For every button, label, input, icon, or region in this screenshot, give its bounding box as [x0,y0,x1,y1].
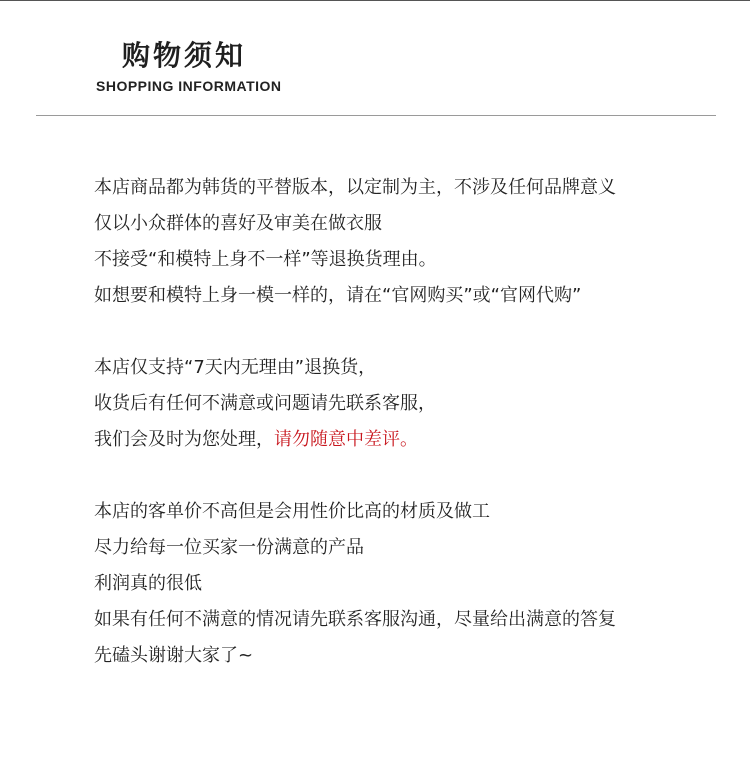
notice-body [94,170,714,674]
text-normal: 我们会及时为您处理， [94,429,274,450]
paragraph-after-sales [94,350,714,458]
paragraph-gap [94,458,714,494]
warning-text: 请勿随意中差评。 [274,429,418,450]
text-line: 不接受“和模特上身不一样”等退换货理由。 [94,249,437,270]
top-border-line [0,0,750,1]
text-line: 本店仅支持“7天内无理由”退换货， [94,357,377,378]
text-line: 本店商品都为韩货的平替版本，以定制为主，不涉及任何品牌意义 [94,177,616,198]
text-line: 本店的客单价不高但是会用性价比高的材质及做工 [94,501,490,522]
page-subtitle: SHOPPING INFORMATION [96,78,282,94]
paragraph-gap [94,314,714,350]
text-line: 仅以小众群体的喜好及审美在做衣服 [94,213,382,234]
text-line-mixed [94,422,714,458]
text-line: 收货后有任何不满意或问题请先联系客服， [94,393,436,414]
text-line: 尽力给每一位买家一份满意的产品 [94,537,364,558]
text-line: 如果有任何不满意的情况请先联系客服沟通，尽量给出满意的答复 [94,609,616,630]
paragraph-return-policy [94,170,714,314]
text-line: 利润真的很低 [94,573,202,594]
paragraph-thanks [94,494,714,674]
text-line: 如想要和模特上身一模一样的，请在“官网购买”或“官网代购” [94,285,582,306]
header-divider [36,115,716,116]
text-line: 先磕头谢谢大家了~ [94,645,254,666]
page-title: 购物须知 [122,39,247,72]
